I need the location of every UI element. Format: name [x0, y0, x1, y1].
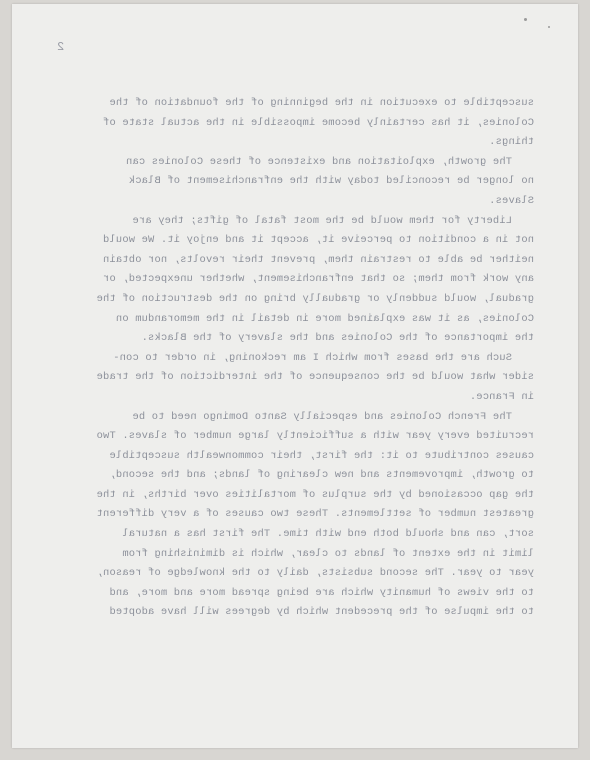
- text-line: things.: [488, 136, 534, 149]
- text-line: in France.: [469, 390, 534, 403]
- text-line: recruited every year with a sufficiently large number of slaves. Two: [96, 430, 534, 443]
- paper-speck: [524, 18, 527, 21]
- text-line: to the views of humanity which are being spread more and more, and: [109, 586, 534, 599]
- text-line: to the impulse of the precedent which by degrees will have adopted: [109, 606, 534, 619]
- text-line: not in a condition to perceive it, accept it and enjoy it. We would: [102, 234, 534, 247]
- text-line: Colonies, it has certainly become impossible in the actual state of: [102, 116, 534, 129]
- page-number: 2: [57, 40, 65, 54]
- text-line: Slaves.: [488, 194, 534, 207]
- text-line: susceptible to execution in the beginning of the foundation of the: [109, 97, 534, 109]
- text-line: Liberty for them would be the most fatal of gifts; they are: [132, 214, 512, 227]
- text-line: greatest number of settlements. These two causes of a very different: [96, 508, 534, 521]
- text-line: the gap occasioned by the surplus of mortalities over births, in the: [96, 488, 534, 501]
- text-line: Such are the bases from which I am reckoning, in order to con-: [113, 351, 512, 364]
- text-line: no longer be reconciled today with the enfranchisement of Black: [128, 175, 534, 188]
- mirrored-typewritten-text: [74, 94, 534, 623]
- text-line: limit in the extent of lands to clear, which is diminishing from: [122, 547, 534, 560]
- text-line: any work from them; so that enfranchisement, whether unexpected, or: [102, 273, 534, 286]
- text-line: The growth, exploitation and existence of these Colonies can: [125, 155, 512, 168]
- text-line: neither be able to restrain them, prevent their revolts, nor obtain: [102, 253, 534, 266]
- text-line: The French Colonies and especially Santo Domingo need to be: [132, 410, 512, 423]
- text-line: Colonies, as it was explained more in detail in the memorandum on: [115, 312, 534, 325]
- text-line: year to year. The second subsists, daily to the knowledge of reason,: [96, 567, 534, 580]
- text-line: causes contribute to it: the first, their commonwealth susceptible: [109, 449, 534, 462]
- text-line: sort, can and should both end with time. The first has a natural: [122, 528, 534, 541]
- text-line: sider what would be the consequence of the interdiction of the trade: [96, 371, 534, 384]
- text-line: gradual, would suddenly or gradually bring on the destruction of the: [96, 292, 534, 305]
- paper-speck: [548, 26, 550, 28]
- document-page: [12, 4, 578, 748]
- text-line: the importance of the Colonies and the slavery of the Blacks.: [141, 332, 534, 345]
- text-line: to growth, improvements and new clearing of lands; and the second,: [109, 469, 534, 482]
